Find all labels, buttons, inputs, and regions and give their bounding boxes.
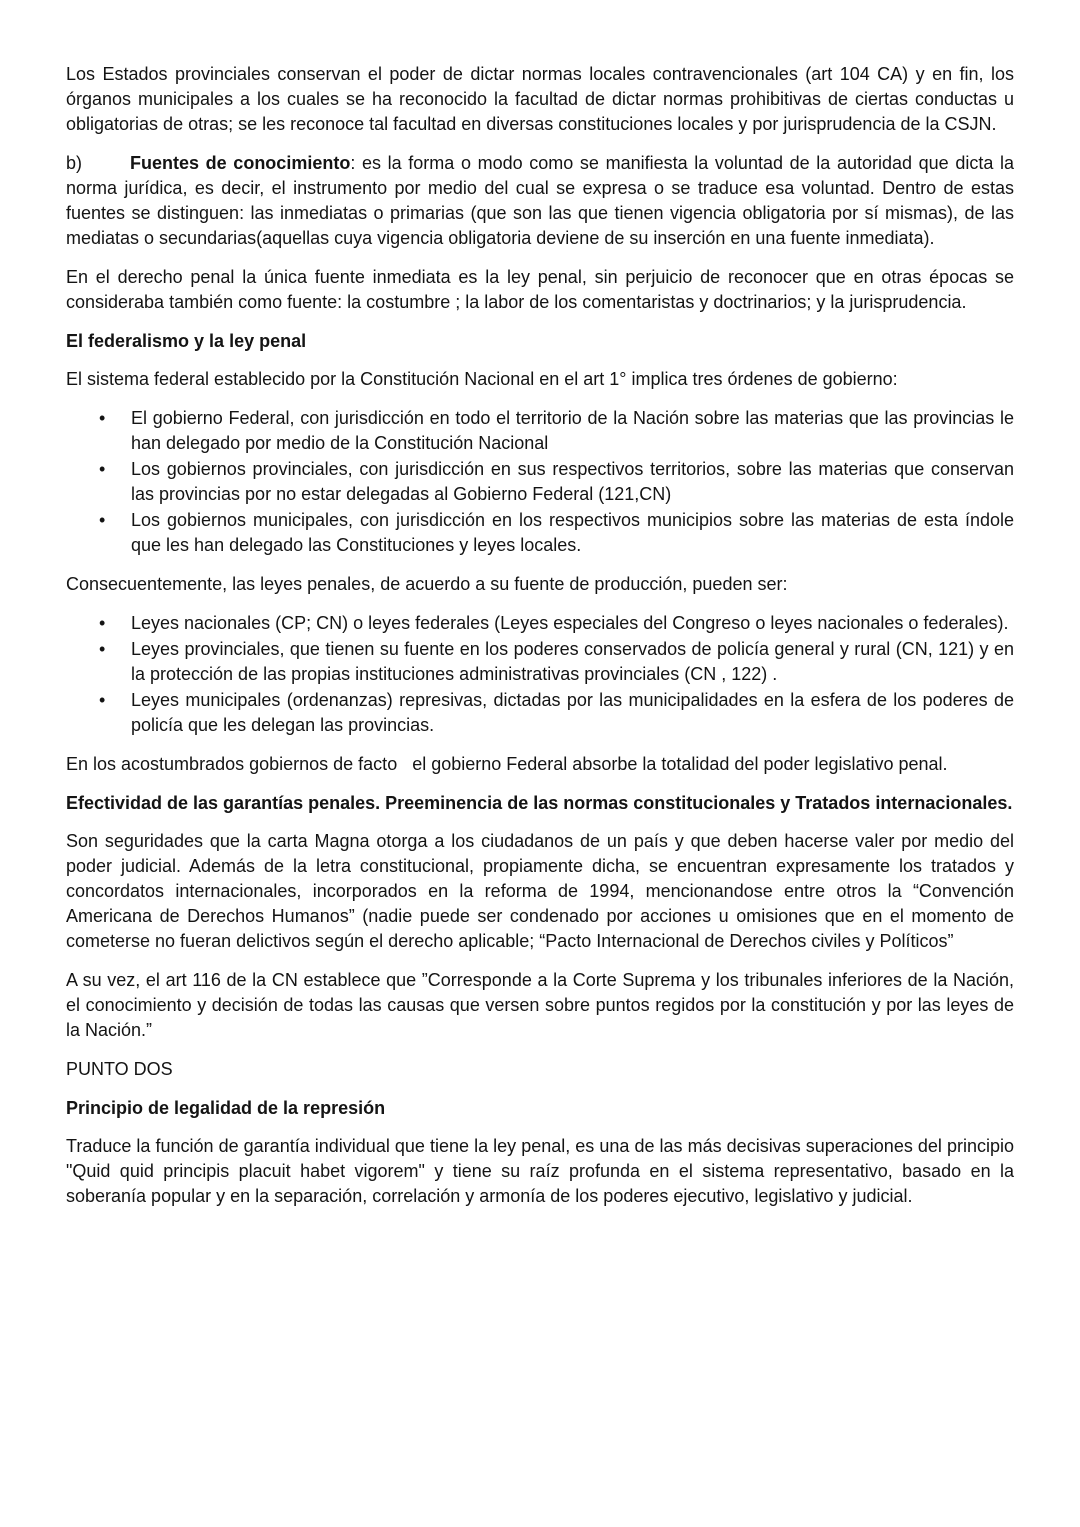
- list-item-text: Los gobiernos municipales, con jurisdicción en los respectivos municipios sobre las materias de esta índole que les han delegado las Constituciones y leyes locales.: [131, 510, 1014, 555]
- heading-federalism: El federalismo y la ley penal: [66, 331, 307, 351]
- paragraph-provincial-states: Los Estados provinciales conservan el poder de dictar normas locales contravencionales (art 104 CA) y en fin, los órganos municipales a los cuales se ha reconocido la facultad de dictar normas prohibitivas de ciertas conductas u obligatorias de otras; se les reconoce tal facultad en diversas constituciones locales y por jurisprudencia de la CSJN.: [66, 64, 1014, 134]
- list-item-text: Los gobiernos provinciales, con jurisdicción en sus respectivos territorios, sobre las materias que conservan las provincias por no estar delegadas al Gobierno Federal (121,CN): [131, 459, 1014, 504]
- term-knowledge-sources: Fuentes de conocimiento: [130, 153, 351, 173]
- paragraph-federal-system: El sistema federal establecido por la Constitución Nacional en el art 1° implica tres órdenes de gobierno:: [66, 369, 898, 389]
- bullet-icon: •: [99, 510, 106, 530]
- definition-knowledge-sources: : es la forma o modo como se manifiesta la voluntad de la autoridad que dicta la norma jurídica, es decir, el instrumento por medio del cual se expresa o se traduce esa voluntad. Dentro de estas fuentes se distinguen: las inmediatas o primarias (que son las que tienen vigencia obligatoria por sí mismas), de las mediatas o secundarias(aquellas cuya vigencia obligatoria deviene de su inserción en una fuente inmediata).: [66, 153, 1014, 248]
- bullet-icon: •: [99, 459, 106, 479]
- paragraph-de-facto-governments: En los acostumbrados gobiernos de facto el gobierno Federal absorbe la totalidad del poder legislativo penal.: [66, 754, 948, 774]
- paragraph-knowledge-sources: [66, 151, 1014, 251]
- list-item-text: Leyes provinciales, que tienen su fuente en los poderes conservados de policía general y rural (CN, 121) y en la protección de las propias instituciones administrativas provinciales (CN , 122) .: [131, 639, 1014, 684]
- paragraph-guarantees: Son seguridades que la carta Magna otorga a los ciudadanos de un país y que deben hacerse valer por medio del poder judicial. Además de la letra constitucional, propiamente dicha, se encuentran expresamente los tratados y concordatos internacionales, incorporados en la reforma de 1994, mencionandose entre otros la “Convención Americana de Derechos Humanos” (nadie puede ser condenado por acciones u omisiones que en el momento de cometerse no fueran delictivos según el derecho aplicable; “Pacto Internacional de Derechos civiles y Políticos”: [66, 831, 1014, 951]
- heading-legality-principle: Principio de legalidad de la represión: [66, 1098, 386, 1118]
- bullet-icon: •: [99, 690, 106, 710]
- bullet-icon: •: [99, 639, 106, 659]
- list-penal-laws: [66, 611, 1014, 738]
- paragraph-penal-laws-intro: Consecuentemente, las leyes penales, de acuerdo a su fuente de producción, pueden ser:: [66, 574, 788, 594]
- list-item: [66, 611, 1014, 636]
- section-label-punto-dos: PUNTO DOS: [66, 1059, 173, 1079]
- list-item-text: El gobierno Federal, con jurisdicción en todo el territorio de la Nación sobre las materias que las provincias le han delegado por medio de la Constitución Nacional: [131, 408, 1014, 453]
- list-item: [66, 508, 1014, 558]
- bullet-icon: •: [99, 408, 106, 428]
- paragraph-art-116: A su vez, el art 116 de la CN establece que ”Corresponde a la Corte Suprema y los tribunales inferiores de la Nación, el conocimiento y decisión de todas las causas que versen sobre puntos regidos por la constitución y por las leyes de la Nación.”: [66, 970, 1014, 1040]
- list-item: [66, 688, 1014, 738]
- paragraph-legality-principle: Traduce la función de garantía individual que tiene la ley penal, es una de las más decisivas superaciones del principio "Quid quid principis placuit habet vigorem" y tiene su raíz profunda en el sistema representativo, basado en la soberanía popular y en la separación, correlación y armonía de los poderes ejecutivo, legislativo y judicial.: [66, 1136, 1014, 1206]
- heading-penal-guarantees: Efectividad de las garantías penales. Preeminencia de las normas constitucionales y Tratados internacionales.: [66, 793, 1013, 813]
- list-item: [66, 457, 1014, 507]
- list-government-orders: [66, 406, 1014, 558]
- item-label: b): [66, 153, 83, 173]
- bullet-icon: •: [99, 613, 106, 633]
- list-item: [66, 406, 1014, 456]
- paragraph-penal-law-source: En el derecho penal la única fuente inmediata es la ley penal, sin perjuicio de reconocer que en otras épocas se consideraba también como fuente: la costumbre ; la labor de los comentaristas y doctrinarios; y la jurisprudencia.: [66, 267, 1014, 312]
- list-item-text: Leyes nacionales (CP; CN) o leyes federales (Leyes especiales del Congreso o leyes nacionales o federales).: [131, 613, 1009, 633]
- list-item-text: Leyes municipales (ordenanzas) represivas, dictadas por las municipalidades en la esfera de los poderes de policía que les delegan las provincias.: [131, 690, 1014, 735]
- list-item: [66, 637, 1014, 687]
